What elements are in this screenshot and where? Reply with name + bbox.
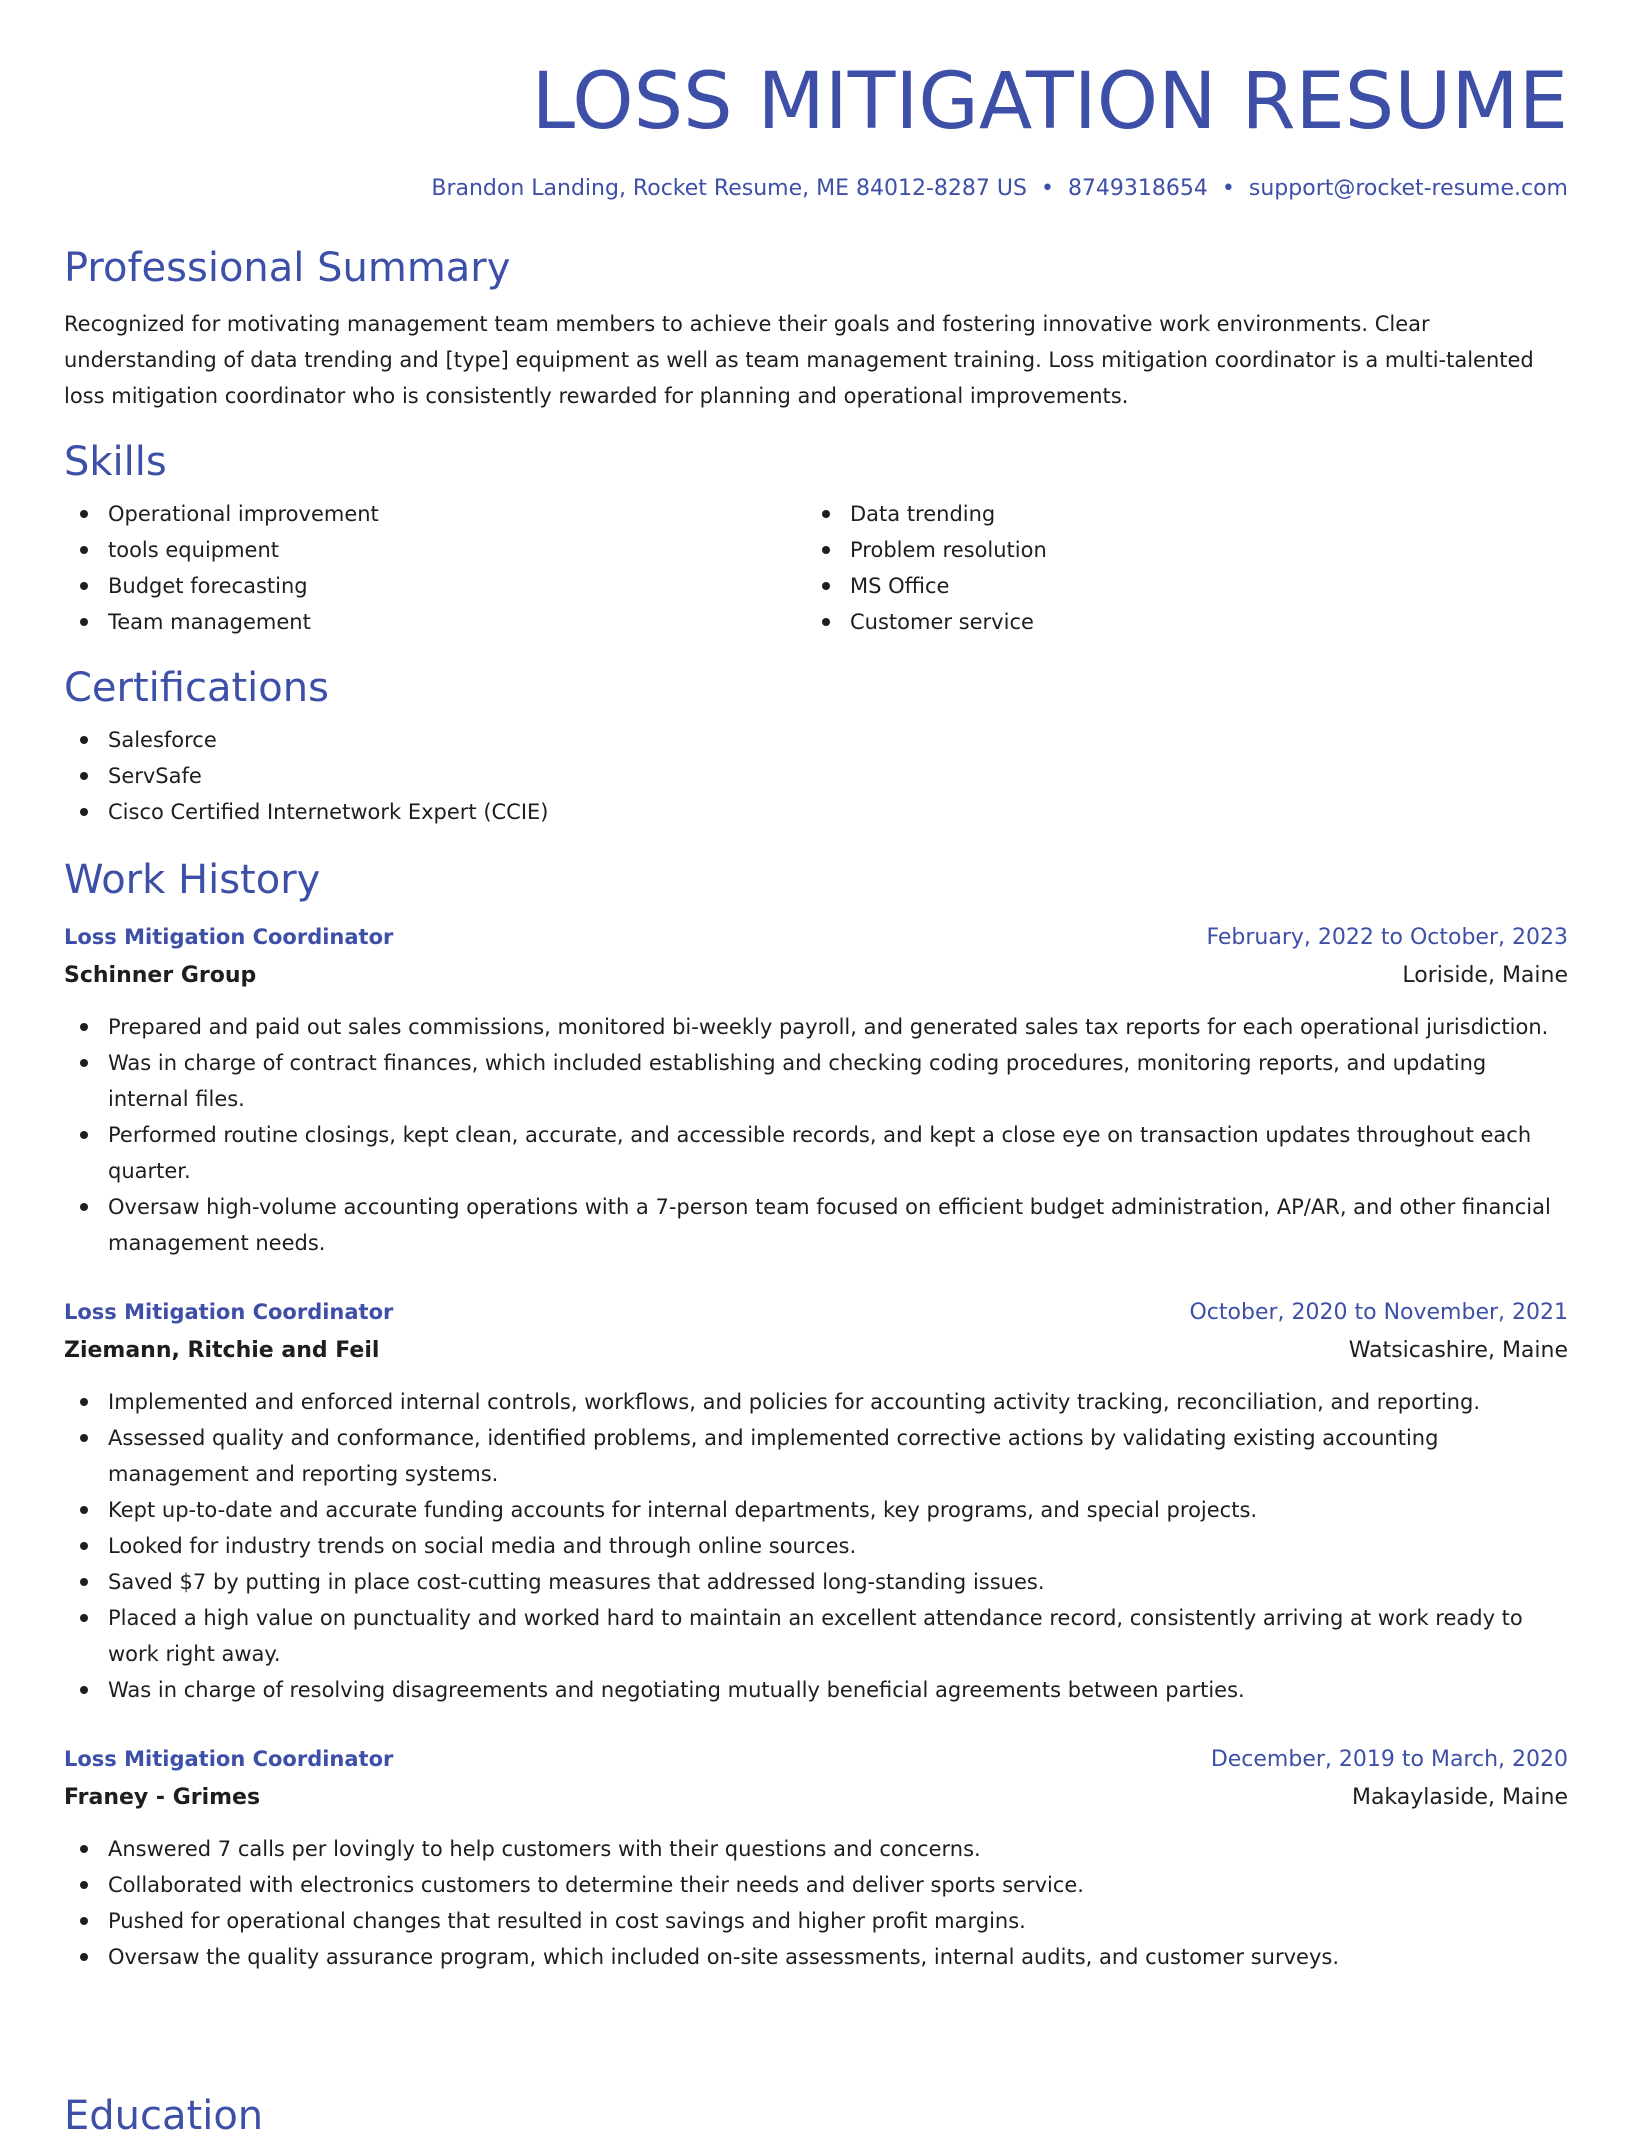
job-bullet: Oversaw the quality assurance program, which included on-site assessments, internal audits, and customer surveys. <box>64 1939 1568 1975</box>
contact-separator: • <box>1221 176 1235 201</box>
skill-item: Customer service <box>806 604 1548 640</box>
job-header-row <box>64 1740 1568 1779</box>
skill-item: tools equipment <box>64 532 806 568</box>
job-entry <box>64 1740 1568 1975</box>
resume-page <box>64 0 1568 2139</box>
job-dates: October, 2020 to November, 2021 <box>1189 1300 1568 1325</box>
job-entry <box>64 1293 1568 1708</box>
job-entry <box>64 918 1568 1261</box>
job-location: Loriside, Maine <box>1402 963 1568 988</box>
job-bullet: Collaborated with electronics customers to determine their needs and deliver sports service. <box>64 1867 1568 1903</box>
skill-item: Problem resolution <box>806 532 1548 568</box>
job-bullet: Pushed for operational changes that resulted in cost savings and higher profit margins. <box>64 1903 1568 1939</box>
skill-item: Operational improvement <box>64 496 806 532</box>
job-location: Makaylaside, Maine <box>1351 1785 1568 1810</box>
skill-item: Team management <box>64 604 806 640</box>
skill-item: Data trending <box>806 496 1548 532</box>
job-title: Loss Mitigation Coordinator <box>64 1747 394 1771</box>
job-bullet-list <box>64 1009 1568 1261</box>
job-bullet-list <box>64 1831 1568 1975</box>
job-company-row <box>64 1779 1568 1817</box>
education-heading: Education <box>64 2093 264 2139</box>
summary-heading: Professional Summary <box>64 245 511 291</box>
skills-column-right <box>806 496 1548 640</box>
job-dates: December, 2019 to March, 2020 <box>1210 1747 1568 1772</box>
job-company: Franey - Grimes <box>64 1785 261 1810</box>
job-bullet: Answered 7 calls per lovingly to help customers with their questions and concerns. <box>64 1831 1568 1867</box>
certifications-list <box>64 722 1568 830</box>
job-company: Schinner Group <box>64 963 257 988</box>
certification-item: Salesforce <box>64 722 1568 758</box>
job-company-row <box>64 1332 1568 1370</box>
skills-grid <box>64 496 1568 640</box>
skill-item: Budget forecasting <box>64 568 806 604</box>
job-header-row <box>64 918 1568 957</box>
contact-line <box>64 174 1568 204</box>
job-bullet: Saved $7 by putting in place cost-cutting measures that addressed long-standing issues. <box>64 1564 1568 1600</box>
certification-item: Cisco Certified Internetwork Expert (CCIE) <box>64 794 1568 830</box>
job-bullet: Assessed quality and conformance, identified problems, and implemented corrective actions by validating existing accounting management and reporting systems. <box>64 1420 1568 1492</box>
contact-separator: • <box>1040 176 1054 201</box>
job-company-row <box>64 957 1568 995</box>
job-title: Loss Mitigation Coordinator <box>64 1300 394 1324</box>
job-dates: February, 2022 to October, 2023 <box>1206 925 1568 950</box>
contact-address: Brandon Landing, Rocket Resume, ME 84012-8287 US <box>431 176 1027 201</box>
skills-column-left <box>64 496 806 640</box>
job-title: Loss Mitigation Coordinator <box>64 925 394 949</box>
certifications-heading: Certifications <box>64 665 329 711</box>
certification-item: ServSafe <box>64 758 1568 794</box>
job-bullet: Performed routine closings, kept clean, accurate, and accessible records, and kept a close eye on transaction updates throughout each quarter. <box>64 1117 1568 1189</box>
job-bullet: Prepared and paid out sales commissions, monitored bi-weekly payroll, and generated sales tax reports for each operational jurisdiction. <box>64 1009 1568 1045</box>
job-location: Watsicashire, Maine <box>1348 1338 1568 1363</box>
job-bullet: Placed a high value on punctuality and worked hard to maintain an excellent attendance record, consistently arriving at work ready to work right away. <box>64 1600 1568 1672</box>
job-bullet: Looked for industry trends on social media and through online sources. <box>64 1528 1568 1564</box>
summary-text: Recognized for motivating management team members to achieve their goals and fostering innovative work environments. Clear understanding of data trending and [type] equipment as well as team management training. Loss mitigation coordinator is a multi-talented loss mitigation coordinator who is consistently rewarded for planning and operational improvements. <box>64 312 1534 408</box>
contact-email[interactable]: support@rocket-resume.com <box>1248 176 1568 201</box>
contact-phone: 8749318654 <box>1067 176 1208 201</box>
resume-title: LOSS MITIGATION RESUME <box>531 57 1568 147</box>
skill-item: MS Office <box>806 568 1548 604</box>
job-header-row <box>64 1293 1568 1332</box>
job-bullet-list <box>64 1384 1568 1708</box>
job-company: Ziemann, Ritchie and Feil <box>64 1338 380 1363</box>
job-bullet: Kept up-to-date and accurate funding accounts for internal departments, key programs, and special projects. <box>64 1492 1568 1528</box>
job-bullet: Was in charge of contract finances, which included establishing and checking coding procedures, monitoring reports, and updating internal files. <box>64 1045 1568 1117</box>
work-history-heading: Work History <box>64 857 321 903</box>
job-bullet: Was in charge of resolving disagreements and negotiating mutually beneficial agreements between parties. <box>64 1672 1568 1708</box>
job-bullet: Oversaw high-volume accounting operations with a 7-person team focused on efficient budget administration, AP/AR, and other financial management needs. <box>64 1189 1568 1261</box>
job-bullet: Implemented and enforced internal controls, workflows, and policies for accounting activity tracking, reconciliation, and reporting. <box>64 1384 1568 1420</box>
skills-heading: Skills <box>64 439 167 485</box>
